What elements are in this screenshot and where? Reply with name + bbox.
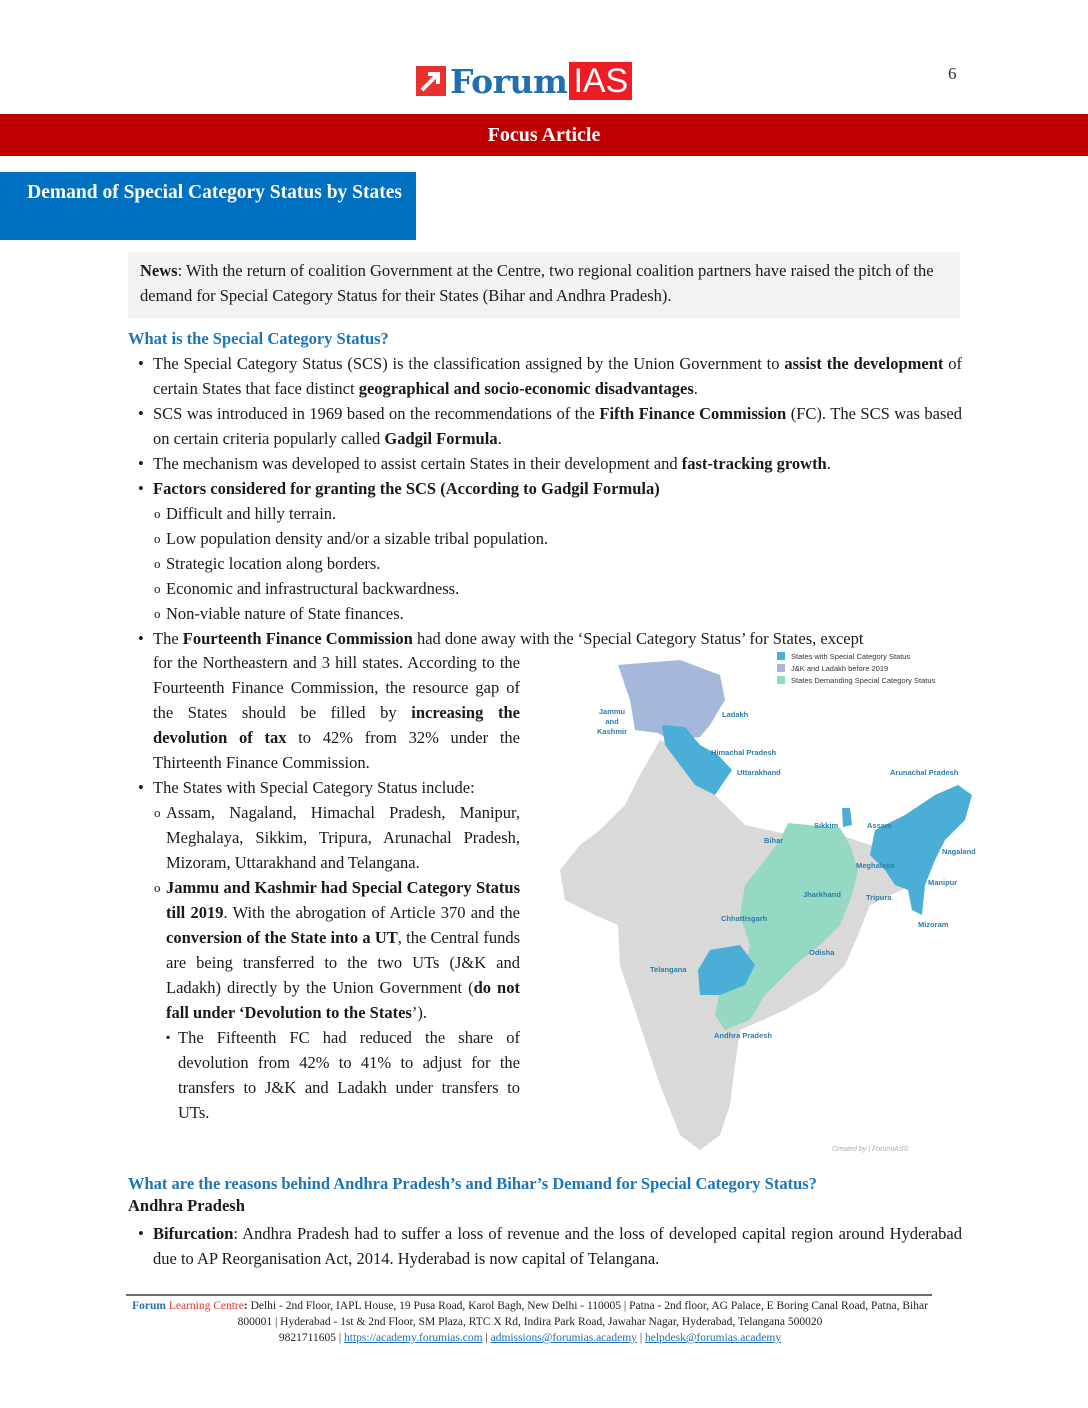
map-label-tripura: Tripura (866, 893, 892, 902)
footer-address: Delhi - 2nd Floor, IAPL House, 19 Pusa Road, Karol Bagh, New Delhi - 110005 | Patna - 2nd floor, AG Palace, E Boring Canal Road, Patna, Bihar 800001 | Hyderabad - 1st & 2nd Floor, SM Plaza, RTC X Rd, Indira Park Road, Jawahar Nagar, Hyderabad, Telangana 500020 (237, 1300, 928, 1328)
legend-swatch-icon (777, 652, 785, 660)
sub-list-item: o Jammu and Kashmir had Special Category Status till 2019. With the abrogation of Article 370 and the conversion of the State into a UT, the Central funds are being transferred to the two UTs (J&K and Ladakh) directly by the Union Government (do not fall under ‘Devolution to the States’). (128, 875, 520, 1025)
sub-list-item: o Assam, Nagaland, Himachal Pradesh, Manipur, Meghalaya, Sikkim, Tripura, Arunachal Pradesh, Mizoram, Uttarakhand and Telangana. (128, 800, 520, 875)
logo-forum-text: Forum (450, 61, 568, 101)
reasons-list (128, 1221, 962, 1271)
sub-list-item: o Economic and infrastructural backwardness. (128, 576, 962, 601)
map-label-uk: Uttarakhand (737, 768, 781, 777)
sub-list-item: o Non-viable nature of State finances. (128, 601, 962, 626)
list-item: • The States with Special Category Status include: (128, 775, 520, 800)
sub-sub-list-item: ▪ The Fifteenth FC had reduced the share of devolution from 42% to 41% to adjust for the transfers to J&K and Ladakh under transfers to UTs. (128, 1025, 520, 1125)
map-label-nagaland: Nagaland (942, 847, 976, 856)
section-bar: Focus Article (0, 114, 1088, 156)
forumias-logo (416, 62, 632, 100)
legend-swatch-icon (777, 676, 785, 684)
scs-list (128, 351, 962, 651)
sub-list-item: o Low population density and/or a sizable tribal population. (128, 526, 962, 551)
list-item: • SCS was introduced in 1969 based on the recommendations of the Fifth Finance Commission (FC). The SCS was based on certain criteria popularly called Gadgil Formula. (128, 401, 962, 451)
footer-brand: Forum (132, 1300, 166, 1312)
legend-item: J&K and Ladakh before 2019 (777, 663, 935, 675)
list-item: • Bifurcation: Andhra Pradesh had to suffer a loss of revenue and the loss of developed capital region around Hyderabad due to AP Reorganisation Act, 2014. Hyderabad is now capital of Telangana. (128, 1221, 962, 1271)
map-label-sikkim: Sikkim (814, 821, 839, 830)
map-label-manipur: Manipur (928, 878, 958, 887)
helpdesk-email-link[interactable]: helpdesk@forumias.academy (645, 1332, 782, 1344)
news-box (128, 252, 960, 318)
page-number: 6 (948, 64, 957, 83)
section-heading: What are the reasons behind Andhra Pradesh’s and Bihar’s Demand for Special Category Status? (128, 1174, 817, 1193)
map-credit: Created by | ForumIAS© (832, 1146, 909, 1153)
map-label-chhattisgarh: Chhattisgarh (721, 914, 768, 923)
list-item: • The Fourteenth Finance Commission had done away with the ‘Special Category Status’ for States, except (128, 626, 962, 651)
footer-divider (126, 1294, 932, 1296)
news-text: : With the return of coalition Government at the Centre, two regional coalition partners have raised the pitch of the demand for Special Category Status for their States (Bihar and Andhra Pradesh). (140, 261, 934, 305)
admissions-email-link[interactable]: admissions@forumias.academy (490, 1332, 637, 1344)
legend-item: States with Special Category Status (777, 651, 935, 663)
sub-list-item: o Strategic location along borders. (128, 551, 962, 576)
subheading: Andhra Pradesh (128, 1196, 245, 1215)
map-label-ap: Andhra Pradesh (714, 1031, 772, 1040)
map-label-bihar: Bihar (764, 836, 784, 845)
article-title: Demand of Special Category Status by States (0, 172, 416, 240)
footer-phone: 9821711605 | (278, 1332, 345, 1344)
legend-swatch-icon (777, 664, 785, 672)
map-label-assam: Assam (867, 821, 892, 830)
map-label-ladakh: Ladakh (722, 710, 749, 719)
sub-list-item: o Difficult and hilly terrain. (128, 501, 962, 526)
news-label: News (140, 261, 178, 280)
left-column-text: for the Northeastern and 3 hill states. According to the Fourteenth Finance Commission, the resource gap of the States should be filled by increasing the devolution of tax to 42% from 32% under the Thirteenth Finance Commission. • The States with Special Category Status include: o Assam, Nagaland, Himachal Pradesh, Manipur, Meghalaya, Sikkim, Tripura, Arunachal Pradesh, Mizoram, Uttarakhand and Telangana. o Jammu and Kashmir had Special Category Status till 2019. With the abrogation of Article 370 and the conversion of the State into a UT, the Central funds are being transferred to the two UTs (J&K and Ladakh) directly by the Union Government (do not fall under ‘Devolution to the States’). ▪ The Fifteenth FC had reduced the share of devolution from 42% to 41% to adjust for the transfers to J&K and Ladakh under transfers to UTs. (128, 650, 520, 1125)
website-link[interactable]: https://academy.forumias.com (344, 1332, 483, 1344)
map-label-hp: Himachal Pradesh (711, 748, 777, 757)
map-label-telangana: Telangana (650, 965, 687, 974)
map-label-mizoram: Mizoram (918, 920, 949, 929)
map-label-jk: Jammu and Kashmir (596, 707, 627, 736)
map-legend (777, 651, 935, 687)
map-label-meghalaya: Meghalaya (856, 861, 895, 870)
footer: Forum Learning Centre: Delhi - 2nd Floor, IAPL House, 19 Pusa Road, Karol Bagh, New Delhi - 110005 | Patna - 2nd floor, AG Palace, E Boring Canal Road, Patna, Bihar 800001 | Hyderabad - 1st & 2nd Floor, SM Plaza, RTC X Rd, Indira Park Road, Jawahar Nagar, Hyderabad, Telangana 500020 9821711605 | https://academy.forumias.com | admissions@forumias.academy | helpdesk@forumias.academy (132, 1300, 928, 1344)
map-label-arunachal: Arunachal Pradesh (890, 768, 959, 777)
list-item: • The Special Category Status (SCS) is the classification assigned by the Union Government to assist the development of certain States that face distinct geographical and socio-economic disadvantages. (128, 351, 962, 401)
map-label-jharkhand: Jharkhand (803, 890, 841, 899)
sikkim-region (842, 808, 852, 827)
logo-ias-text: IAS (569, 62, 632, 100)
legend-item: States Demanding Special Category Status (777, 675, 935, 687)
section-heading: What is the Special Category Status? (128, 329, 389, 348)
footer-brand-suffix: Learning Centre (165, 1300, 244, 1312)
list-item: • The mechanism was developed to assist certain States in their development and fast-tracking growth. (128, 451, 962, 476)
map-label-odisha: Odisha (809, 948, 835, 957)
list-item: • Factors considered for granting the SCS (According to Gadgil Formula) (128, 476, 962, 501)
arrow-icon (416, 66, 446, 96)
